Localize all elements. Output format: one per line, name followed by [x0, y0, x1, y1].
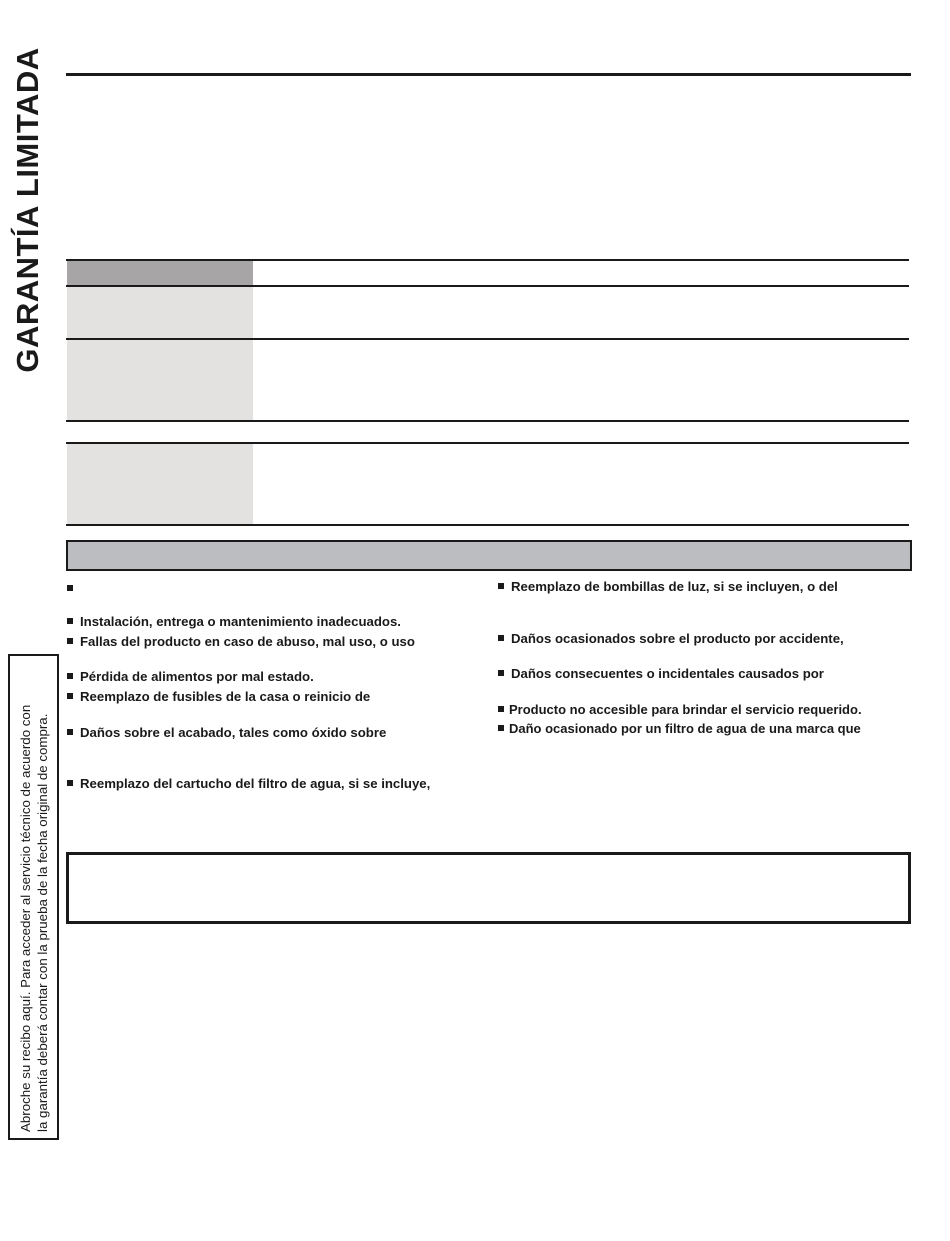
list-item: Producto no accesible para brindar el servicio requerido.: [498, 702, 862, 718]
bullet-icon: [67, 673, 73, 679]
list-item: Daños consecuentes o incidentales causados por: [498, 666, 824, 682]
table-rule-3: [66, 420, 909, 422]
bullet-icon: [67, 585, 73, 591]
bullet-icon: [67, 729, 73, 735]
side-title: [8, 30, 48, 390]
list-item: Reemplazo del cartucho del filtro de agua, si se incluye,: [67, 776, 430, 792]
receipt-note-line-1: Abroche su recibo aquí. Para acceder al servicio técnico de acuerdo con: [17, 704, 33, 1132]
top-rule: [66, 73, 911, 76]
list-item: Reemplazo de fusibles de la casa o reinicio de: [67, 689, 370, 705]
table-label-cell-2: [67, 340, 253, 420]
bullet-icon: [498, 706, 504, 712]
list-item: Fallas del producto en caso de abuso, mal uso, o uso: [67, 634, 415, 650]
table-label-cell-1: [67, 287, 253, 338]
note-box: [66, 852, 911, 924]
list-item: Daños sobre el acabado, tales como óxido sobre: [67, 725, 386, 741]
list-item: Pérdida de alimentos por mal estado.: [67, 669, 314, 685]
list-item: [67, 581, 80, 597]
bullet-icon: [67, 618, 73, 624]
bullet-icon: [67, 638, 73, 644]
bullet-icon: [498, 670, 504, 676]
list-item: Daño ocasionado por un filtro de agua de una marca que: [498, 721, 861, 737]
table-header-cell: [67, 261, 253, 285]
table-label-cell-3: [67, 444, 253, 524]
list-item: Reemplazo de bombillas de luz, si se incluyen, o del: [498, 579, 838, 595]
side-title-text: GARANTÍA LIMITADA: [10, 47, 45, 373]
exclusions-banner: [66, 540, 912, 571]
receipt-staple-box: [8, 654, 59, 1140]
bullet-icon: [498, 725, 504, 731]
list-item: Instalación, entrega o mantenimiento inadecuados.: [67, 614, 401, 630]
bullet-icon: [498, 583, 504, 589]
receipt-note-line-2: la garantía deberá contar con la prueba de la fecha original de compra.: [34, 713, 50, 1132]
table-bottom-rule: [66, 524, 909, 526]
bullet-icon: [67, 780, 73, 786]
bullet-icon: [67, 693, 73, 699]
receipt-note: [17, 662, 51, 1132]
list-item: Daños ocasionados sobre el producto por accidente,: [498, 631, 844, 647]
bullet-icon: [498, 635, 504, 641]
